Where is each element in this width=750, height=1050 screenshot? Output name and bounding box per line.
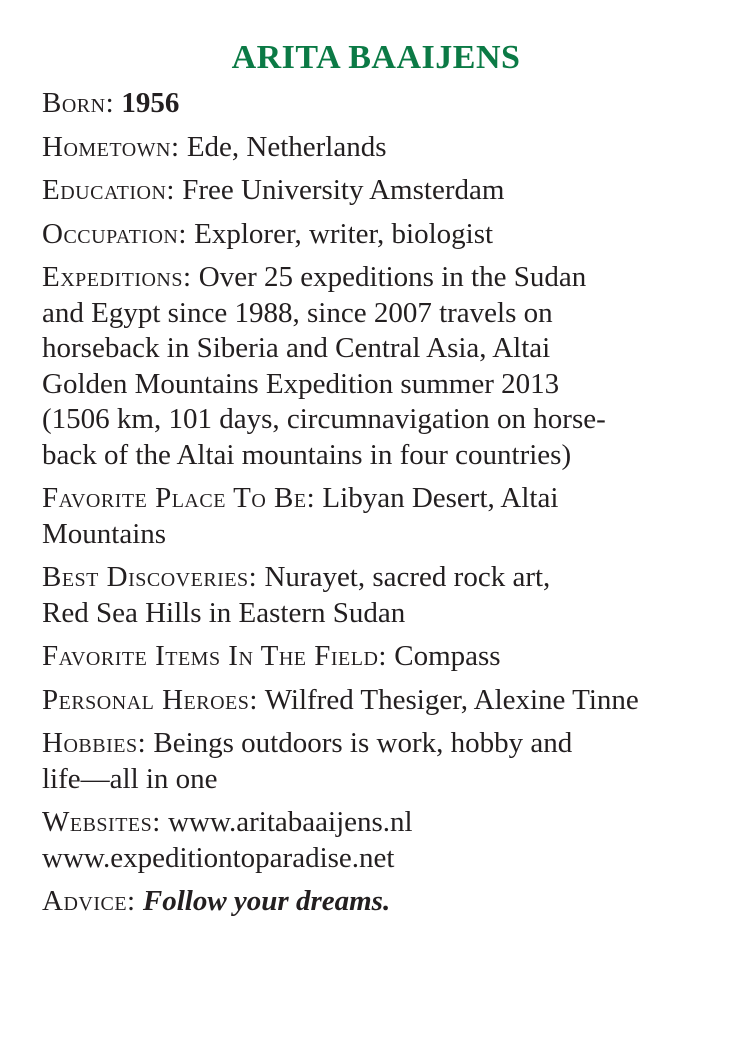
hobbies-entry: [42, 726, 710, 797]
favorite-items-value: Compass: [394, 640, 501, 672]
occupation-value: Explorer, writer, biologist: [194, 217, 494, 250]
hometown-value: Ede, Netherlands: [186, 130, 387, 163]
expeditions-line: horseback in Siberia and Central Asia, Altai: [42, 332, 551, 364]
personal-heroes-value: Wilfred Thesiger, Alexine Tinne: [264, 683, 639, 716]
hobbies-line: Beings outdoors is work, hobby and: [153, 727, 573, 759]
hometown-label: Hometown:: [42, 130, 180, 163]
expeditions-line: Over 25 expeditions in the Sudan: [198, 261, 587, 293]
expeditions-entry: [42, 260, 710, 473]
education-value: Free University Amsterdam: [182, 174, 505, 206]
education-label: Education:: [42, 174, 175, 206]
expeditions-line: back of the Altai mountains in four countries): [42, 438, 572, 471]
advice-entry: [42, 884, 710, 920]
favorite-place-label: Favorite Place To Be:: [42, 482, 316, 514]
favorite-place-line: Mountains: [42, 517, 167, 550]
favorite-place-entry: [42, 481, 710, 552]
occupation-label: Occupation:: [42, 217, 187, 250]
expeditions-label: Expeditions:: [42, 261, 192, 293]
advice-label: Advice:: [42, 885, 136, 917]
occupation-entry: [42, 217, 710, 253]
page-title: ARITA BAAIJENS: [231, 39, 521, 76]
advice-value: Follow your dreams.: [142, 885, 391, 917]
best-discoveries-label: Best Discoveries:: [42, 561, 258, 593]
hobbies-label: Hobbies:: [42, 727, 147, 759]
born-value: 1956: [121, 87, 180, 119]
education-entry: [42, 173, 710, 209]
best-discoveries-entry: [42, 560, 710, 631]
website-link: www.aritabaaijens.nl: [168, 806, 413, 838]
favorite-items-entry: [42, 639, 710, 675]
website-link: www.expeditiontoparadise.net: [42, 841, 395, 874]
best-discoveries-line: Nurayet, sacred rock art,: [264, 561, 551, 593]
expeditions-line: (1506 km, 101 days, circumnavigation on horse-: [42, 403, 606, 435]
personal-heroes-entry: [42, 683, 710, 719]
hometown-entry: [42, 130, 710, 166]
favorite-place-line: Libyan Desert, Altai: [322, 482, 559, 514]
expeditions-line: and Egypt since 1988, since 2007 travels on: [42, 296, 553, 329]
personal-heroes-label: Personal Heroes:: [42, 683, 258, 716]
born-label: Born:: [42, 87, 115, 119]
websites-label: Websites:: [42, 806, 161, 838]
expeditions-line: Golden Mountains Expedition summer 2013: [42, 367, 560, 400]
websites-entry: [42, 805, 710, 876]
best-discoveries-line: Red Sea Hills in Eastern Sudan: [42, 596, 406, 629]
favorite-items-label: Favorite Items In The Field:: [42, 640, 387, 672]
hobbies-line: life—all in one: [42, 762, 218, 795]
born-entry: [42, 86, 710, 122]
